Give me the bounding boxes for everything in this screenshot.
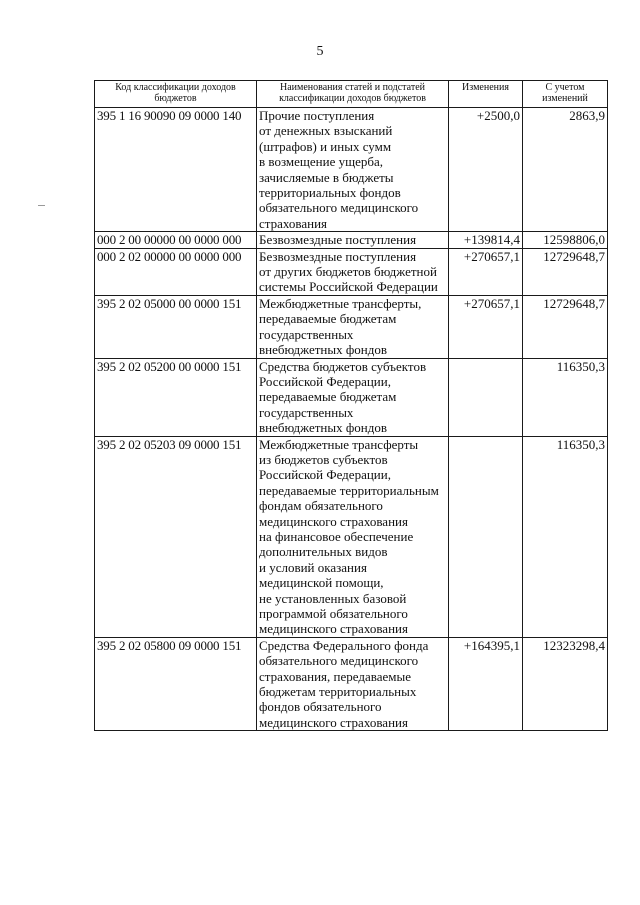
page-number: 5: [316, 44, 324, 59]
row-code: 395 2 02 05203 09 0000 151: [95, 436, 257, 637]
row-code: 395 2 02 05000 00 0000 151: [95, 295, 257, 358]
table-row: [95, 637, 608, 730]
row-change: +270657,1: [449, 295, 523, 358]
table-header-row: [95, 81, 608, 108]
row-total: 12598806,0: [523, 232, 608, 248]
row-change: +164395,1: [449, 637, 523, 730]
row-name: Межбюджетные трансферты из бюджетов субъектов Российской Федерации, передаваемые территориальным фондам обязательного медицинского страхования на финансовое обеспечение дополнительных видов и условий оказания медицинской помощи, не установленных базовой программой обязательного медицинского страхования: [257, 436, 449, 637]
row-code: 395 2 02 05200 00 0000 151: [95, 358, 257, 436]
header-total: С учетом изменений: [523, 81, 608, 108]
row-name: Средства бюджетов субъектов Российской Федерации, передаваемые бюджетам государственных внебюджетных фондов: [257, 358, 449, 436]
header-change: Изменения: [449, 81, 523, 108]
table-row: [95, 232, 608, 248]
row-change: +2500,0: [449, 108, 523, 232]
row-code: 395 1 16 90090 09 0000 140: [95, 108, 257, 232]
row-total: 12729648,7: [523, 248, 608, 295]
row-total: 12323298,4: [523, 637, 608, 730]
row-total: 2863,9: [523, 108, 608, 232]
row-name: Межбюджетные трансферты, передаваемые бюджетам государственных внебюджетных фондов: [257, 295, 449, 358]
row-code: 395 2 02 05800 09 0000 151: [95, 637, 257, 730]
header-name: Наименования статей и подстатей классификации доходов бюджетов: [257, 81, 449, 108]
row-total: 116350,3: [523, 436, 608, 637]
budget-revenue-table: [94, 80, 608, 731]
row-total: 12729648,7: [523, 295, 608, 358]
row-total: 116350,3: [523, 358, 608, 436]
margin-mark: [38, 205, 45, 206]
table-row: [95, 295, 608, 358]
row-change: [449, 436, 523, 637]
row-change: +139814,4: [449, 232, 523, 248]
row-name: Средства Федерального фонда обязательного медицинского страхования, передаваемые бюджетам территориальных фондов обязательного медицинского страхования: [257, 637, 449, 730]
table-row: [95, 108, 608, 232]
row-change: [449, 358, 523, 436]
row-code: 000 2 00 00000 00 0000 000: [95, 232, 257, 248]
header-code: Код классификации доходов бюджетов: [95, 81, 257, 108]
row-change: +270657,1: [449, 248, 523, 295]
row-code: 000 2 02 00000 00 0000 000: [95, 248, 257, 295]
row-name: Прочие поступления от денежных взысканий (штрафов) и иных сумм в возмещение ущерба, зачисляемые в бюджеты территориальных фондов обязательного медицинского страхования: [257, 108, 449, 232]
table-row: [95, 436, 608, 637]
table-row: [95, 358, 608, 436]
row-name: Безвозмездные поступления от других бюджетов бюджетной системы Российской Федерации: [257, 248, 449, 295]
row-name: Безвозмездные поступления: [257, 232, 449, 248]
table-row: [95, 248, 608, 295]
